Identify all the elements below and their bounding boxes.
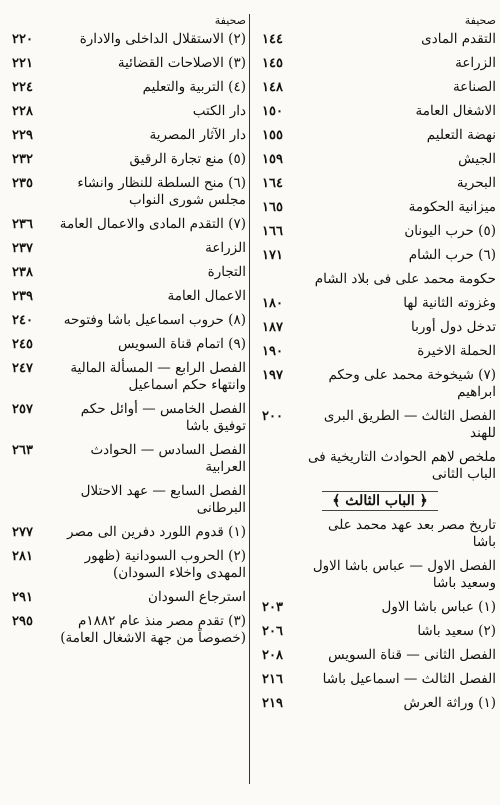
toc-entry	[12, 151, 248, 168]
toc-entry	[262, 558, 498, 592]
toc-entry-title: (٨) حروب اسماعيل باشا وفتوحه	[63, 312, 246, 328]
toc-entry	[12, 336, 248, 353]
toc-entry-page: ١٥٩	[262, 152, 283, 167]
toc-entry	[262, 449, 498, 483]
page-column-header	[12, 14, 248, 27]
toc-entry	[262, 79, 498, 96]
toc-entry-page: ١٥٥	[262, 128, 283, 143]
toc-entry-page: ١٧١	[262, 248, 283, 263]
toc-entry-page: ٢٣٢	[12, 152, 33, 167]
toc-entry-title: دار الكتب	[192, 103, 246, 119]
left-toc-list	[12, 31, 248, 647]
toc-entry-page: ٢٠٣	[262, 600, 283, 615]
toc-entry-page: ١٨٠	[262, 296, 283, 311]
toc-entry-title: (٧) شيخوخة محمد على وحكم ابراهيم	[328, 367, 496, 400]
toc-entry-title: (٦) حرب الشام	[408, 247, 496, 263]
toc-entry	[12, 240, 248, 257]
toc-entry-title: (٧) التقدم المادى والاعمال العامة	[59, 216, 246, 232]
toc-entry	[12, 288, 248, 305]
toc-entry	[12, 589, 248, 606]
toc-entry-title: (١) وراثة العرش	[403, 695, 496, 711]
toc-entry-title: (٣) تقدم مصر منذ عام ١٨٨٢م (خصوصاً من جهة الاشغال العامة)	[60, 613, 246, 646]
toc-entry	[12, 613, 248, 647]
toc-entry	[12, 548, 248, 582]
section-heading	[262, 493, 498, 509]
toc-entry-page: ١٤٨	[262, 80, 283, 95]
toc-entry-title: (٢) سعيد باشا	[417, 623, 496, 639]
toc-entry-page: ٢٣٥	[12, 176, 33, 191]
toc-entry	[262, 271, 498, 288]
toc-entry-title: ميزانية الحكومة	[408, 199, 496, 215]
toc-entry-title: دار الآثار المصرية	[149, 127, 246, 143]
toc-entry	[262, 599, 498, 616]
toc-entry-title: الحملة الاخيرة	[417, 343, 496, 359]
toc-entry	[262, 623, 498, 640]
toc-entry-title: (٥) منع تجارة الرقيق	[129, 151, 246, 167]
toc-entry	[12, 401, 248, 435]
right-toc-list	[262, 31, 498, 483]
toc-entry	[262, 31, 498, 48]
toc-entry	[262, 247, 498, 264]
toc-entry-page: ١٩٧	[262, 368, 283, 383]
toc-entry-page: ٢٢١	[12, 56, 33, 71]
toc-entry-title: التقدم المادى	[421, 31, 496, 47]
toc-entry-title: (١) قدوم اللورد دفرين الى مصر	[67, 524, 246, 540]
toc-entry-page: ٢٩١	[12, 590, 33, 605]
toc-entry-page: ١٦٤	[262, 176, 283, 191]
toc-entry-page: ٢٢٩	[12, 128, 33, 143]
toc-entry-title: (٢) الحروب السودانية (ظهور المهدى واخلاء السودان)	[84, 548, 246, 581]
toc-entry	[12, 442, 248, 476]
toc-entry-title: (٤) التربية والتعليم	[142, 79, 246, 95]
toc-entry	[262, 175, 498, 192]
toc-entry	[262, 647, 498, 664]
toc-entry-title: البحرية	[456, 175, 496, 191]
right-column	[262, 14, 498, 794]
toc-entry-title: الفصل الاول — عباس باشا الاول وسعيد باشا	[312, 558, 496, 591]
toc-entry	[262, 517, 498, 551]
toc-entry-page: ٢٣٩	[12, 289, 33, 304]
toc-entry	[262, 127, 498, 144]
toc-entry-title: (٦) منح السلطة للنظار وانشاء مجلس شورى النواب	[77, 175, 246, 208]
toc-entry-page: ١٦٥	[262, 200, 283, 215]
toc-entry	[12, 127, 248, 144]
toc-entry	[12, 103, 248, 120]
toc-entry-title: (٢) الاستقلال الداخلى والادارة	[79, 31, 246, 47]
toc-entry-page: ٢٦٣	[12, 443, 33, 458]
toc-entry-page: ١٩٠	[262, 344, 283, 359]
toc-entry-page: ٢٧٧	[12, 525, 33, 540]
toc-entry	[262, 319, 498, 336]
toc-entry-title: تدخل دول أوربا	[411, 319, 496, 335]
toc-entry-page: ٢٠٦	[262, 624, 283, 639]
toc-entry-page: ٢٥٧	[12, 402, 33, 417]
toc-entry-title: الصناعة	[452, 79, 496, 95]
toc-entry-page: ٢٣٦	[12, 217, 33, 232]
toc-entry	[262, 295, 498, 312]
toc-entry	[262, 367, 498, 401]
toc-entry	[262, 103, 498, 120]
toc-entry-title: (٣) الاصلاحات القضائية	[117, 55, 246, 71]
toc-entry-title: وغزوته الثانية لها	[403, 295, 496, 311]
page-column-header	[262, 14, 498, 27]
toc-entry-page: ٢٢٨	[12, 104, 33, 119]
toc-entry-page: ٢٢٤	[12, 80, 33, 95]
toc-entry	[262, 199, 498, 216]
toc-entry-title: ملخص لاهم الحوادث التاريخية فى الباب الثانى	[307, 449, 496, 482]
toc-entry-page: ٢٩٥	[12, 614, 33, 629]
header-label: صحيفة	[464, 14, 496, 27]
toc-entry-title: الفصل الثالث — الطريق البرى للهند	[323, 408, 496, 441]
toc-entry-page: ٢١٩	[262, 696, 283, 711]
toc-entry	[262, 671, 498, 688]
toc-entry	[12, 216, 248, 233]
right-toc-list-after	[262, 517, 498, 712]
toc-entry-title: حكومة محمد على فى بلاد الشام	[314, 271, 496, 287]
toc-entry-page: ٢٠٠	[262, 409, 283, 424]
toc-entry	[12, 360, 248, 394]
toc-entry	[262, 343, 498, 360]
toc-entry	[262, 55, 498, 72]
toc-entry	[262, 408, 498, 442]
toc-entry-page: ١٤٥	[262, 56, 283, 71]
toc-entry-title: التجارة	[207, 264, 246, 280]
toc-entry-title: (٥) حرب اليونان	[404, 223, 496, 239]
toc-entry-title: الفصل السادس — الحوادث العرابية	[90, 442, 246, 475]
toc-entry-page: ١٨٧	[262, 320, 283, 335]
toc-entry-page: ١٤٤	[262, 32, 283, 47]
column-divider	[249, 14, 250, 784]
toc-entry	[12, 312, 248, 329]
toc-entry	[12, 483, 248, 517]
toc-entry-title: الفصل الثانى — قناة السويس	[328, 647, 496, 663]
toc-entry-title: الاشغال العامة	[415, 103, 496, 119]
toc-entry-page: ٢٨١	[12, 549, 33, 564]
toc-entry-page: ٢٣٨	[12, 265, 33, 280]
toc-entry-title: الفصل السابع — عهد الاحتلال البرطانى	[80, 483, 246, 516]
toc-entry	[12, 79, 248, 96]
toc-entry-page: ٢٤٧	[12, 361, 33, 376]
toc-entry-title: الفصل الرابع — المسألة المالية وانتهاء حكم اسماعيل	[70, 360, 246, 393]
toc-entry-title: الجيش	[458, 151, 496, 167]
toc-entry-title: الزراعة	[455, 55, 496, 71]
toc-entry-page: ٢١٦	[262, 672, 283, 687]
toc-entry-title: استرجاع السودان	[148, 589, 246, 605]
toc-entry-title: الزراعة	[205, 240, 246, 256]
toc-entry-page: ٢٢٠	[12, 32, 33, 47]
toc-entry	[12, 31, 248, 48]
toc-entry-page: ٢٤٥	[12, 337, 33, 352]
header-label: صحيفة	[214, 14, 246, 27]
toc-entry-page: ٢٤٠	[12, 313, 33, 328]
toc-entry-title: (٩) اتمام قناة السويس	[117, 336, 246, 352]
toc-entry	[262, 223, 498, 240]
toc-entry-title: نهضة التعليم	[426, 127, 496, 143]
toc-entry-page: ١٥٠	[262, 104, 283, 119]
toc-entry-title: (١) عباس باشا الاول	[381, 599, 496, 615]
toc-entry	[12, 55, 248, 72]
toc-entry	[12, 524, 248, 541]
toc-entry-title: الفصل الخامس — أوائل حكم توفيق باشا	[80, 401, 246, 434]
toc-entry-page: ٢٣٧	[12, 241, 33, 256]
section-heading-text: ﴿ الباب الثالث ﴾	[322, 491, 438, 511]
toc-entry-page: ٢٠٨	[262, 648, 283, 663]
toc-entry-title: الاعمال العامة	[167, 288, 246, 304]
toc-entry	[262, 695, 498, 712]
toc-entry	[12, 264, 248, 281]
toc-entry	[12, 175, 248, 209]
toc-entry-title: تاريخ مصر بعد عهد محمد على باشا	[327, 517, 496, 550]
left-column	[12, 14, 248, 794]
toc-entry	[262, 151, 498, 168]
toc-entry-title: الفصل الثالث — اسماعيل باشا	[322, 671, 496, 687]
toc-entry-page: ١٦٦	[262, 224, 283, 239]
